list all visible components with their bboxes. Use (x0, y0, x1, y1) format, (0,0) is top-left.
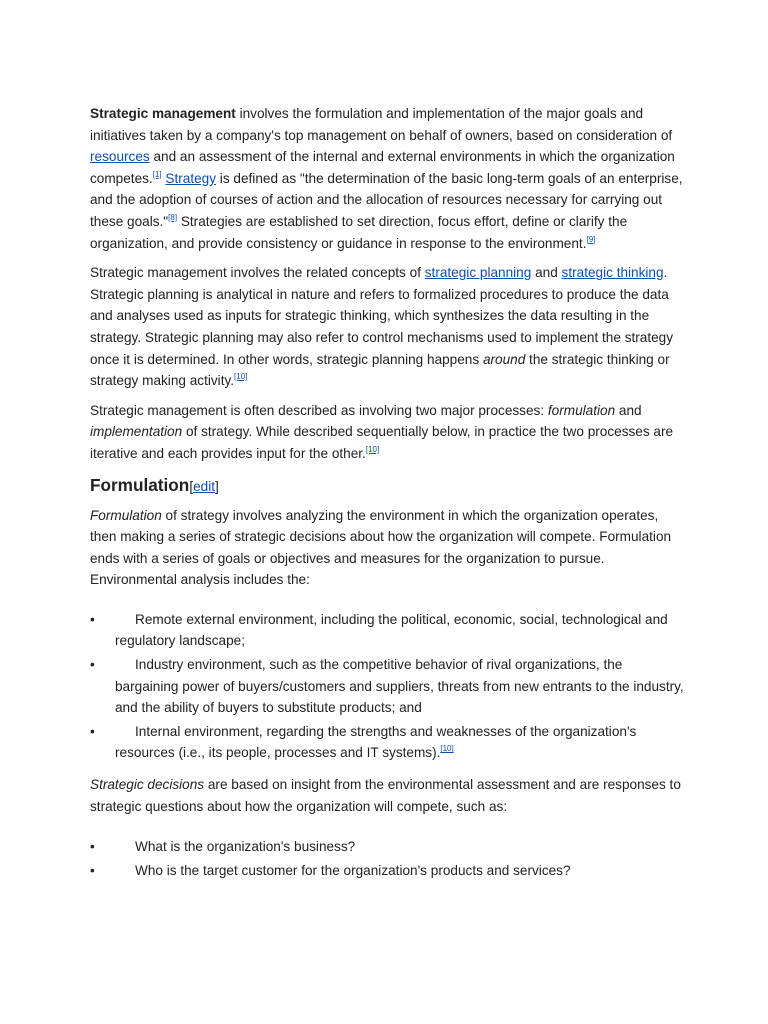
strategic-management-term: Strategic management (90, 106, 236, 121)
edit-section (189, 479, 218, 494)
processes-paragraph (90, 400, 685, 465)
edit-bracket-close: ] (215, 478, 219, 494)
list-item (90, 654, 685, 719)
citation-10-link[interactable]: [10] (234, 372, 248, 382)
list-item-text: Industry environment, such as the competitive behavior of rival organizations, the bargaining power of buyers/customers and suppliers, threats from new entrants to the industry, and the ability of buyers to substitute products; and (115, 657, 684, 716)
citation-9[interactable] (586, 235, 595, 244)
formulation-emphasis: Formulation (90, 507, 162, 523)
list-item (90, 836, 685, 858)
bullet-icon: • (90, 839, 95, 855)
implementation-emphasis: implementation (90, 424, 183, 440)
questions-list (90, 836, 685, 881)
list-item-text: What is the organization's business? (135, 839, 356, 855)
concepts-text-c: . Strategic planning is analytical in nature and refers to formalized procedures to produce the data and analyses used as inputs for strategic thinking, which synthesizes the data resulting in the strategy. Strategic planning may also refer to control mechanisms used to implement the strategy once it is determined. In other words, strategic planning happens (90, 265, 674, 367)
concepts-paragraph (90, 262, 685, 392)
citation[interactable] (440, 744, 453, 753)
citation-8-link[interactable]: [8] (168, 212, 178, 222)
intro-text-b: and an assessment of the internal and external environments in which the organization competes. (90, 149, 675, 186)
section-title: Formulation (90, 474, 190, 495)
list-item (90, 860, 685, 882)
intro-text-e: Strategies are established to set direction, focus effort, define or clarify the organization, and provide consistency or guidance in response to the environment. (90, 213, 628, 251)
citation-10[interactable] (366, 445, 379, 454)
section-heading-formulation (90, 473, 685, 499)
strategic-thinking-link[interactable]: strategic thinking (561, 265, 664, 281)
formulation-paragraph (90, 505, 685, 591)
bullet-icon: • (90, 862, 95, 878)
intro-paragraph (90, 103, 685, 254)
citation-1[interactable] (153, 170, 162, 179)
citation-link[interactable]: [10] (440, 744, 454, 754)
citation-8[interactable] (168, 213, 177, 222)
bullet-icon: • (90, 723, 95, 739)
list-item-text: Who is the target customer for the organization's products and services? (135, 862, 571, 878)
strategic-planning-link[interactable]: strategic planning (424, 265, 532, 281)
intro-text-d: is defined as "the determination of the basic long-term goals of an enterprise, and the adoption of courses of action and the allocation of resources necessary for carrying out these goals." (90, 170, 683, 229)
citation-10[interactable] (234, 372, 247, 381)
intro-text-a: involves the formulation and implementation of the major goals and initiatives taken by a company's top management on behalf of owners, based on consideration of (90, 106, 673, 143)
list-item (90, 721, 685, 764)
resources-link[interactable]: resources (90, 149, 150, 165)
strategy-link[interactable]: Strategy (165, 170, 217, 186)
decisions-paragraph (90, 774, 685, 817)
environment-list (90, 609, 685, 764)
citation-9-link[interactable]: [9] (586, 234, 596, 244)
citation-1-link[interactable]: [1] (152, 169, 162, 179)
concepts-text-d: the strategic thinking or strategy making activity. (90, 351, 670, 389)
bullet-icon: • (90, 611, 95, 627)
concepts-text-b: and (531, 265, 562, 281)
bullet-icon: • (90, 657, 95, 673)
around-emphasis: around (482, 351, 526, 367)
edit-link[interactable]: edit (193, 478, 216, 494)
processes-text-c: of strategy. While described sequentially below, in practice the two processes are iterative and each provides input for the other. (90, 424, 674, 461)
citation-10-link[interactable]: [10] (365, 444, 380, 454)
edit-bracket-open: [ (189, 478, 194, 494)
processes-text-a: Strategic management is often described as involving two major processes: (90, 402, 548, 418)
list-item (90, 609, 685, 652)
formulation-text: of strategy involves analyzing the environment in which the organization operates, then making a series of strategic decisions about how the organization will compete. Formulation ends with a series of goals or objectives and measures for the organization to pursue. Environmental analysis includes the: (90, 507, 672, 588)
article-body (90, 103, 685, 891)
decisions-text: are based on insight from the environmental assessment and are responses to strategic questions about how the organization will compete, such as: (90, 777, 681, 814)
formulation-emphasis: formulation (547, 402, 616, 418)
list-item-text: Remote external environment, including the political, economic, social, technological and regulatory landscape; (115, 611, 668, 649)
list-item-text: Internal environment, regarding the strengths and weaknesses of the organization's resources (i.e., its people, processes and IT systems). (115, 723, 637, 761)
decisions-emphasis: Strategic decisions (90, 777, 205, 793)
concepts-text-a: Strategic management involves the related concepts of (90, 265, 425, 281)
processes-text-b: and (615, 402, 642, 418)
